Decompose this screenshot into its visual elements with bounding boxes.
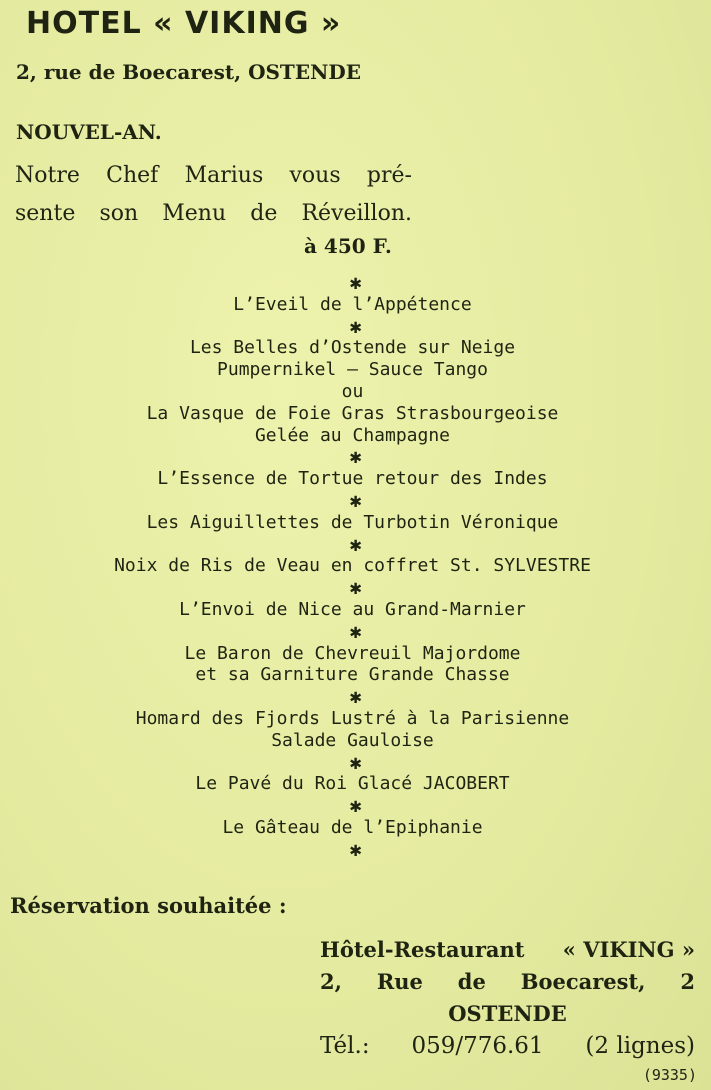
menu-courses [0, 272, 711, 861]
phone-lines: (2 lignes) [585, 1033, 695, 1059]
intro-word: sente [15, 201, 76, 226]
menu-course-line: Salade Gauloise [271, 729, 434, 751]
phone-label: Tél.: [320, 1033, 370, 1059]
restaurant-name [320, 934, 695, 966]
menu-price: à 450 F. [304, 234, 392, 258]
menu-course-line: Pumpernikel — Sauce Tango [217, 359, 488, 381]
street-word: Rue [376, 969, 423, 994]
menu-course-line: L’Essence de Tortue retour des Indes [157, 468, 548, 490]
menu-course-line: La Vasque de Foie Gras Strasbourgeoise [146, 402, 559, 424]
menu-course-line: Les Aiguillettes de Turbotin Véronique [146, 511, 559, 533]
intro-word: Chef [106, 163, 159, 188]
intro-line-2 [15, 195, 412, 233]
star-separator: ✱ [349, 444, 362, 469]
street-word: 2, [320, 969, 342, 994]
street-word: de [457, 969, 486, 994]
star-separator: ✱ [349, 531, 362, 556]
contact-block [320, 934, 695, 1062]
star-separator: ✱ [349, 749, 362, 774]
star-separator: ✱ [349, 836, 362, 861]
menu-course-line: L’Eveil de l’Appétence [233, 293, 472, 315]
print-code: (9335) [642, 1066, 697, 1084]
hotel-title: HOTEL « VIKING » [26, 6, 342, 41]
intro-word: Marius [184, 163, 264, 188]
intro-word: son [99, 201, 139, 226]
reservation-note: Réservation souhaitée : [10, 893, 287, 918]
restaurant-name-part: « VIKING » [562, 937, 695, 962]
intro-word: Menu [162, 201, 227, 226]
star-separator: ✱ [349, 793, 362, 818]
intro-word: pré- [366, 163, 412, 188]
star-separator: ✱ [349, 270, 362, 294]
street-word: Boecarest, [520, 969, 646, 994]
intro-word: vous [289, 163, 341, 188]
intro-word: de [250, 201, 278, 226]
street-word: 2 [680, 969, 695, 994]
intro-word: Notre [15, 163, 80, 188]
menu-course-line: Homard des Fjords Lustré à la Parisienne [135, 707, 570, 729]
star-separator: ✱ [349, 618, 362, 643]
restaurant-phone [320, 1030, 695, 1062]
phone-number: 059/776.61 [411, 1033, 544, 1059]
menu-course-line: Le Pavé du Roi Glacé JACOBERT [195, 773, 510, 795]
restaurant-name-part: Hôtel-Restaurant [320, 937, 525, 962]
star-separator: ✱ [349, 684, 362, 709]
intro-paragraph [15, 157, 412, 233]
star-separator: ✱ [349, 313, 362, 338]
menu-course-line: et sa Garniture Grande Chasse [195, 664, 510, 686]
new-year-heading: NOUVEL-AN. [16, 120, 162, 144]
restaurant-city: OSTENDE [448, 1001, 567, 1026]
menu-course-line: ou [341, 380, 364, 402]
intro-line-1 [15, 157, 412, 195]
hotel-address: 2, rue de Boecarest, OSTENDE [16, 60, 361, 84]
menu-course-line: Noix de Ris de Veau en coffret St. SYLVESTRE [114, 555, 591, 577]
menu-course-line: L’Envoi de Nice au Grand-Marnier [179, 598, 526, 620]
menu-course-line: Les Belles d’Ostende sur Neige [189, 337, 516, 359]
menu-course-line: Gelée au Champagne [254, 424, 451, 446]
menu-course-line: Le Baron de Chevreuil Majordome [184, 642, 521, 664]
intro-word: Réveillon. [301, 201, 412, 226]
restaurant-street [320, 966, 695, 998]
star-separator: ✱ [349, 575, 362, 600]
star-separator: ✱ [349, 487, 362, 512]
menu-course-line: Le Gâteau de l’Epiphanie [222, 816, 483, 838]
